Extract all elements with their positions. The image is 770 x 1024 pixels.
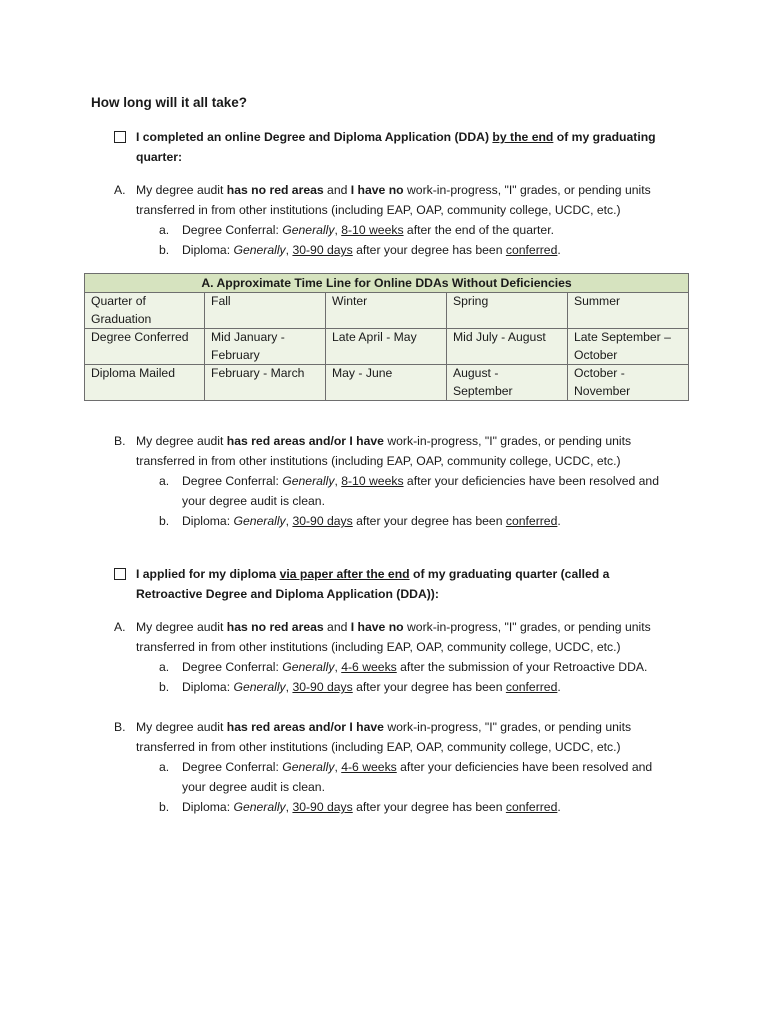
- online-item-a-line1: My degree audit has no red areas and I have no work-in-progress, "I" grades, or pending units: [136, 183, 651, 197]
- row-label: Diploma Mailed: [85, 365, 205, 401]
- timeline-table: [84, 273, 689, 401]
- table-cell: October - November: [568, 365, 689, 401]
- item-letter: A.: [114, 620, 126, 634]
- row-label: Quarter of Graduation: [85, 293, 205, 329]
- online-item-b-line2: transferred in from other institutions (including EAP, OAP, community college, UCDC, etc.): [136, 454, 621, 468]
- table-row: [85, 365, 689, 401]
- paper-item-a-line1: My degree audit has no red areas and I have no work-in-progress, "I" grades, or pending units: [136, 620, 651, 634]
- online-dda-option-line2: quarter:: [136, 150, 183, 164]
- paper-a-degree-conferral: Degree Conferral: Generally, 4-6 weeks after the submission of your Retroactive DDA.: [182, 660, 648, 674]
- sub-letter: b.: [159, 680, 170, 694]
- sub-letter: b.: [159, 514, 170, 528]
- item-letter: B.: [114, 434, 126, 448]
- paper-b-degree-conferral: Degree Conferral: Generally, 4-6 weeks after your deficiencies have been resolved and: [182, 760, 653, 774]
- sub-letter: a.: [159, 223, 170, 237]
- table-cell: Fall: [205, 293, 326, 329]
- table-cell: Winter: [326, 293, 447, 329]
- timeline-table-caption: A. Approximate Time Line for Online DDAs Without Deficiencies: [85, 274, 689, 293]
- online-a-degree-conferral: Degree Conferral: Generally, 8-10 weeks after the end of the quarter.: [182, 223, 554, 237]
- online-item-a-line2: transferred in from other institutions (including EAP, OAP, community college, UCDC, etc.): [136, 203, 621, 217]
- online-item-b-line1: My degree audit has red areas and/or I have work-in-progress, "I" grades, or pending units: [136, 434, 632, 448]
- paper-item-a-line2: transferred in from other institutions (including EAP, OAP, community college, UCDC, etc.): [136, 640, 621, 654]
- online-b-degree-conferral-line2: your degree audit is clean.: [182, 494, 325, 508]
- sub-letter: b.: [159, 243, 170, 257]
- item-letter: A.: [114, 183, 126, 197]
- paper-dda-checkbox[interactable]: [114, 568, 126, 580]
- table-cell: May - June: [326, 365, 447, 401]
- table-cell: Spring: [447, 293, 568, 329]
- sub-letter: a.: [159, 474, 170, 488]
- row-label: Degree Conferred: [85, 329, 205, 365]
- paper-a-diploma: Diploma: Generally, 30-90 days after your degree has been conferred.: [182, 680, 561, 694]
- online-a-diploma: Diploma: Generally, 30-90 days after your degree has been conferred.: [182, 243, 561, 257]
- paper-dda-option: I applied for my diploma via paper after the end of my graduating quarter (called a: [136, 567, 610, 581]
- online-b-diploma: Diploma: Generally, 30-90 days after your degree has been conferred.: [182, 514, 561, 528]
- sub-letter: b.: [159, 800, 170, 814]
- paper-dda-option-line2: Retroactive Degree and Diploma Application (DDA)):: [136, 587, 439, 601]
- table-cell: Late April - May: [326, 329, 447, 365]
- item-letter: B.: [114, 720, 126, 734]
- page-title: How long will it all take?: [91, 95, 248, 110]
- table-cell: Mid January - February: [205, 329, 326, 365]
- paper-item-b-line1: My degree audit has red areas and/or I have work-in-progress, "I" grades, or pending units: [136, 720, 632, 734]
- table-cell: February - March: [205, 365, 326, 401]
- online-dda-option: I completed an online Degree and Diploma Application (DDA) by the end of my graduating: [136, 130, 656, 144]
- table-cell: Late September – October: [568, 329, 689, 365]
- table-cell: August - September: [447, 365, 568, 401]
- table-cell: Mid July - August: [447, 329, 568, 365]
- table-row: [85, 293, 689, 329]
- paper-item-b-line2: transferred in from other institutions (including EAP, OAP, community college, UCDC, etc.): [136, 740, 621, 754]
- paper-b-diploma: Diploma: Generally, 30-90 days after your degree has been conferred.: [182, 800, 561, 814]
- online-dda-checkbox[interactable]: [114, 131, 126, 143]
- online-b-degree-conferral: Degree Conferral: Generally, 8-10 weeks after your deficiencies have been resolved and: [182, 474, 659, 488]
- sub-letter: a.: [159, 660, 170, 674]
- paper-b-degree-conferral-line2: your degree audit is clean.: [182, 780, 325, 794]
- table-cell: Summer: [568, 293, 689, 329]
- sub-letter: a.: [159, 760, 170, 774]
- table-row: [85, 329, 689, 365]
